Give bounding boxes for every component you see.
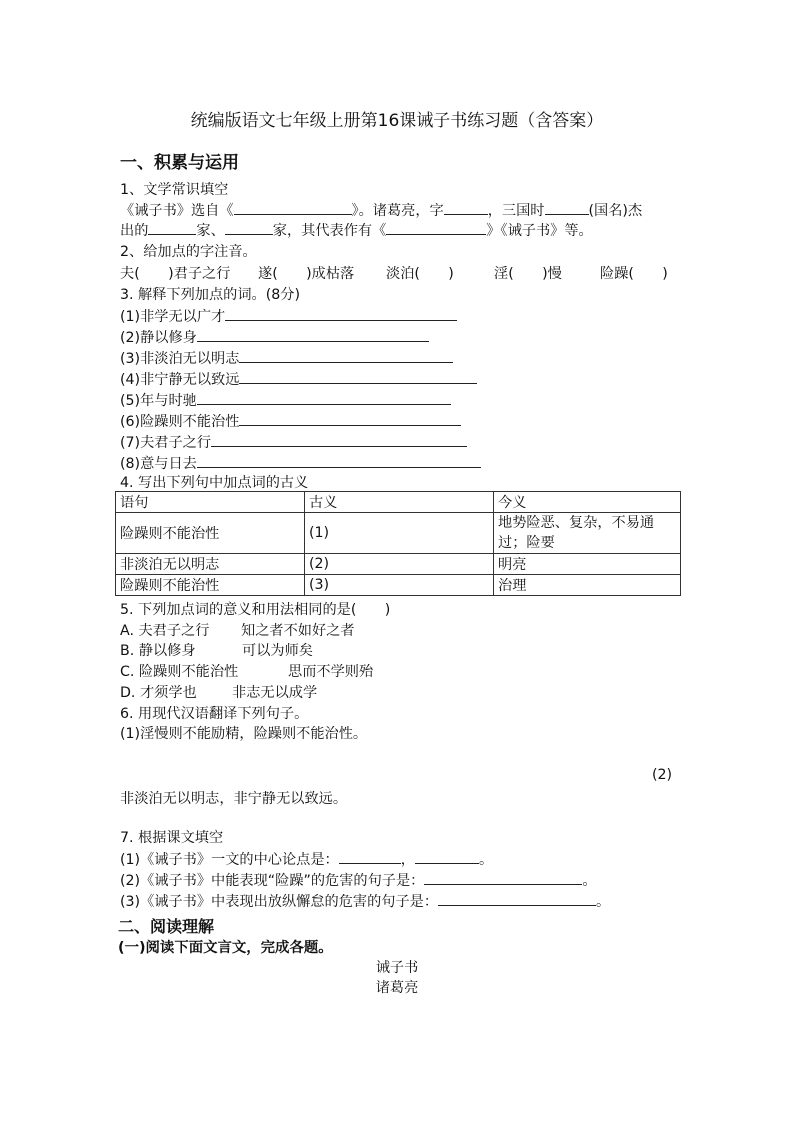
q3-item bbox=[120, 453, 481, 474]
q7-text: 。 bbox=[478, 852, 494, 868]
table-header: 今义 bbox=[494, 492, 681, 513]
q2-item: 险躁( ) bbox=[600, 266, 668, 282]
q7-line-2 bbox=[120, 870, 597, 891]
table-cell: 治理 bbox=[494, 575, 681, 596]
option-text: 可以为师矣 bbox=[242, 643, 313, 659]
blank[interactable] bbox=[239, 348, 453, 363]
q3-item-text: (1)非学无以广才 bbox=[120, 309, 226, 325]
option-text: A. 夫君子之行 bbox=[120, 623, 210, 639]
q5-option[interactable] bbox=[120, 683, 520, 703]
blank[interactable] bbox=[197, 453, 481, 468]
q3-item bbox=[120, 327, 429, 348]
option-text: D. 才须学也 bbox=[120, 685, 197, 701]
q7-line-3 bbox=[120, 891, 610, 912]
table-header: 语句 bbox=[116, 492, 305, 513]
q3-item bbox=[120, 348, 453, 369]
blank[interactable] bbox=[444, 200, 488, 215]
q3-item-text: (6)险躁则不能治性 bbox=[120, 414, 240, 430]
q2-item: 淫( )慢 bbox=[494, 266, 562, 282]
blank[interactable] bbox=[438, 891, 596, 906]
q3-item bbox=[120, 411, 461, 432]
q7-heading: 7. 根据课文填空 bbox=[120, 830, 224, 846]
table-cell: 险躁则不能治性 bbox=[116, 513, 305, 554]
q3-item-text: (4)非宁静无以致远 bbox=[120, 372, 240, 388]
table-cell[interactable]: (3) bbox=[305, 575, 494, 596]
q7-text: (3)《诫子书》中表现出放纵懈怠的危害的句子是： bbox=[120, 894, 439, 910]
blank[interactable] bbox=[239, 411, 461, 426]
blank[interactable] bbox=[339, 849, 401, 864]
section-heading-1: 一、积累与运用 bbox=[120, 153, 239, 173]
q1-heading: 1、文学常识填空 bbox=[120, 182, 229, 198]
q1-text: ，三国时 bbox=[487, 203, 545, 219]
q3-item bbox=[120, 390, 451, 411]
q3-heading: 3. 解释下列加点的词。(8分) bbox=[120, 287, 301, 303]
option-text: C. 险躁则不能治性 bbox=[120, 664, 239, 680]
table-cell[interactable]: (1) bbox=[305, 513, 494, 554]
table-row bbox=[116, 575, 681, 596]
q6-number-2: (2) bbox=[652, 767, 673, 783]
option-text: 非志无以成学 bbox=[232, 685, 318, 701]
q3-item bbox=[120, 432, 467, 453]
blank[interactable] bbox=[197, 390, 451, 405]
blank[interactable] bbox=[424, 870, 582, 885]
q2-item: 遂( )成枯落 bbox=[258, 266, 355, 282]
table-cell: 险躁则不能治性 bbox=[116, 575, 305, 596]
q1-text: 《诫子书》选自《 bbox=[120, 203, 234, 219]
option-text: 知之者不如好之者 bbox=[241, 623, 355, 639]
q5-option[interactable] bbox=[120, 641, 520, 661]
blank[interactable] bbox=[545, 200, 589, 215]
q1-line1 bbox=[120, 200, 642, 221]
blank[interactable] bbox=[239, 369, 477, 384]
passage-title: 诫子书 bbox=[375, 960, 419, 976]
q3-item-text: (5)年与时驰 bbox=[120, 393, 197, 409]
table-cell: 非淡泊无以明志 bbox=[116, 554, 305, 575]
q6-sentence-1: (1)淫慢则不能励精，险躁则不能治性。 bbox=[120, 726, 368, 742]
blank[interactable] bbox=[225, 220, 273, 235]
q5-option[interactable] bbox=[120, 662, 520, 682]
q1-text: 家、 bbox=[196, 223, 225, 239]
q1-text: 出的 bbox=[120, 223, 149, 239]
table-row bbox=[116, 554, 681, 575]
table-cell: 明亮 bbox=[494, 554, 681, 575]
q2-item: 夫( )君子之行 bbox=[120, 266, 231, 282]
blank[interactable] bbox=[234, 200, 352, 215]
q3-item bbox=[120, 369, 477, 390]
blank[interactable] bbox=[386, 220, 486, 235]
blank[interactable] bbox=[211, 432, 467, 447]
q7-line-1 bbox=[120, 849, 493, 870]
q1-text: (国名)杰 bbox=[588, 203, 643, 219]
q5-option[interactable] bbox=[120, 621, 520, 641]
q5-heading: 5. 下列加点词的意义和用法相同的是( ) bbox=[120, 602, 391, 618]
q1-text: 家，其代表作有《 bbox=[272, 223, 387, 239]
q3-item-text: (2)静以修身 bbox=[120, 330, 197, 346]
option-text: B. 静以修身 bbox=[120, 643, 196, 659]
subsection-heading: (一)阅读下面文言文，完成各题。 bbox=[118, 940, 333, 956]
q1-line2 bbox=[120, 220, 593, 241]
q7-text: (2)《诫子书》中能表现“险躁”的危害的句子是： bbox=[120, 873, 425, 889]
q3-item-text: (3)非淡泊无以明志 bbox=[120, 351, 240, 367]
q7-text: 。 bbox=[582, 873, 597, 889]
table-row bbox=[116, 513, 681, 554]
option-text: 思而不学则殆 bbox=[288, 664, 374, 680]
table-cell[interactable]: (2) bbox=[305, 554, 494, 575]
blank[interactable] bbox=[415, 849, 479, 864]
q4-heading: 4. 写出下列句中加点词的古义 bbox=[120, 475, 309, 491]
table-header-row bbox=[116, 492, 681, 513]
q3-item-text: (7)夫君子之行 bbox=[120, 435, 212, 451]
q4-table bbox=[115, 491, 681, 596]
table-header: 古义 bbox=[305, 492, 494, 513]
q7-text: (1)《诫子书》一文的中心论点是： bbox=[120, 852, 339, 868]
q7-text: 。 bbox=[596, 894, 611, 910]
q2-item: 淡泊( ) bbox=[386, 266, 454, 282]
table-cell: 地势险恶、复杂，不易通过；险要 bbox=[494, 513, 681, 554]
blank[interactable] bbox=[148, 220, 196, 235]
passage-author: 诸葛亮 bbox=[375, 980, 419, 996]
q2-heading: 2、给加点的字注音。 bbox=[120, 244, 257, 260]
q1-text: 》《诫子书》等。 bbox=[486, 223, 593, 239]
q3-item bbox=[120, 306, 457, 327]
q7-text: ， bbox=[400, 852, 415, 868]
q6-heading: 6. 用现代汉语翻译下列句子。 bbox=[120, 706, 309, 722]
page-title: 统编版语文七年级上册第16课诫子书练习题（含答案） bbox=[190, 111, 604, 131]
blank[interactable] bbox=[197, 327, 429, 342]
q1-text: 》。诸葛亮，字 bbox=[351, 203, 444, 219]
section-heading-2: 二、阅读理解 bbox=[118, 917, 215, 936]
blank[interactable] bbox=[225, 306, 457, 321]
q3-item-text: (8)意与日去 bbox=[120, 456, 197, 472]
q6-sentence-2: 非淡泊无以明志，非宁静无以致远。 bbox=[120, 791, 348, 807]
